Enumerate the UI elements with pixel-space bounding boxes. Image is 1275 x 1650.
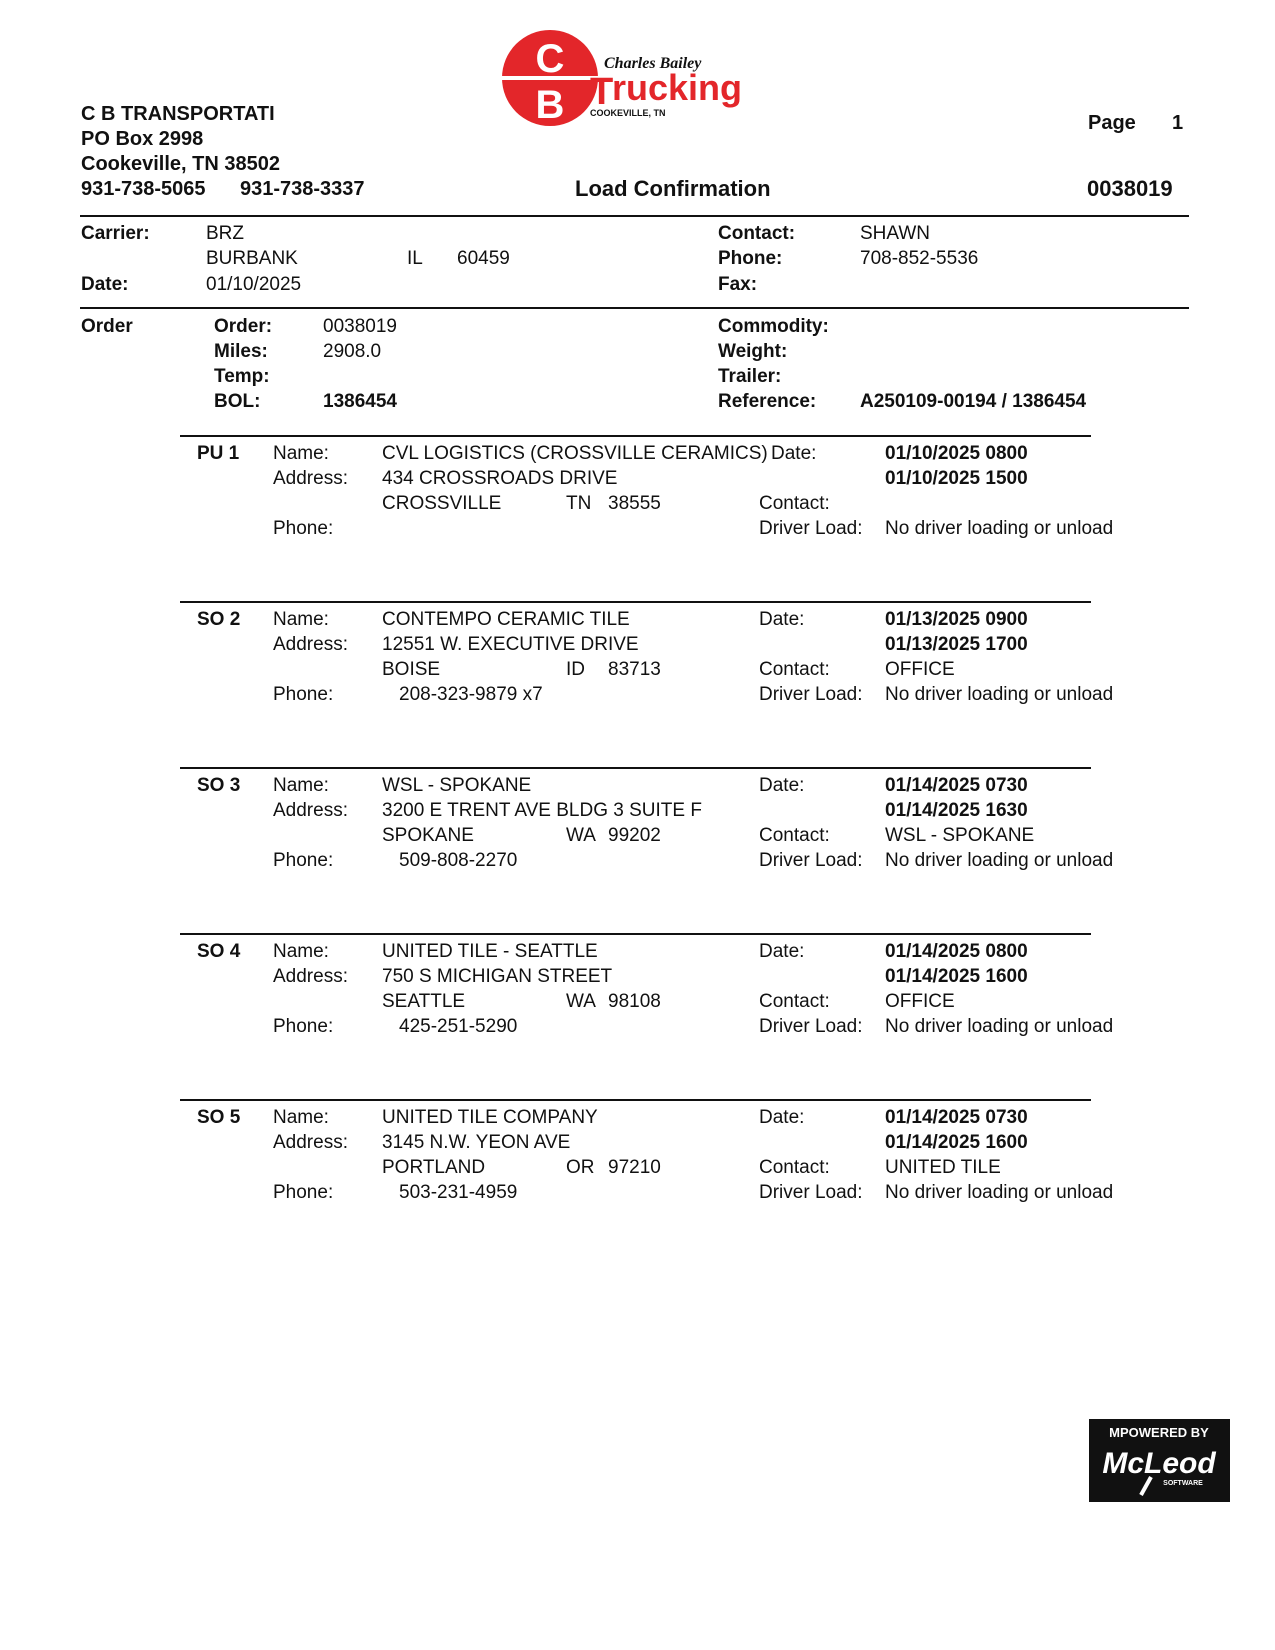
stop-contact-label: Contact: xyxy=(759,991,830,1012)
stop-city: SPOKANE xyxy=(382,825,474,846)
stop-phone-label: Phone: xyxy=(273,1016,334,1037)
stop-code: SO 5 xyxy=(197,1107,241,1128)
stop-date-from: 01/14/2025 0730 xyxy=(885,775,1028,796)
stop-state: OR xyxy=(566,1157,595,1178)
stop-date-label: Date: xyxy=(771,443,817,464)
stop-name-label: Name: xyxy=(273,941,329,962)
logo-location: COOKEVILLE, TN xyxy=(590,108,666,118)
stop-date-to: 01/14/2025 1600 xyxy=(885,1132,1028,1153)
stop-block xyxy=(0,933,1275,1103)
stop-address: 3200 E TRENT AVE BLDG 3 SUITE F xyxy=(382,800,702,821)
carrier-zip: 60459 xyxy=(457,248,510,269)
stop-phone-label: Phone: xyxy=(273,1182,334,1203)
reference-value: A250109-00194 / 1386454 xyxy=(860,391,1087,412)
carrier-fax-label: Fax: xyxy=(718,274,758,295)
company-address2: Cookeville, TN 38502 xyxy=(81,153,280,175)
stop-address-label: Address: xyxy=(273,966,348,987)
powered-by-text: MPOWERED BY xyxy=(1109,1425,1209,1440)
stop-phone-label: Phone: xyxy=(273,684,334,705)
stop-contact: OFFICE xyxy=(885,991,955,1012)
company-address1: PO Box 2998 xyxy=(81,128,204,150)
stop-block xyxy=(0,435,1275,605)
miles-label: Miles: xyxy=(214,341,268,362)
order-section-label: Order xyxy=(81,316,133,337)
stop-address-label: Address: xyxy=(273,800,348,821)
stop-name-label: Name: xyxy=(273,609,329,630)
page-label: Page xyxy=(1088,112,1136,134)
bol-value: 1386454 xyxy=(323,391,397,412)
stop-date-label: Date: xyxy=(759,609,805,630)
company-phone1: 931-738-5065 xyxy=(81,178,206,200)
stop-phone-label: Phone: xyxy=(273,518,334,539)
stop-date-label: Date: xyxy=(759,1107,805,1128)
stop-driver-load-label: Driver Load: xyxy=(759,684,863,705)
stop-state: WA xyxy=(566,991,596,1012)
stop-driver-load-label: Driver Load: xyxy=(759,850,863,871)
stop-phone: 425-251-5290 xyxy=(399,1016,518,1037)
bol-label: BOL: xyxy=(214,391,261,412)
stop-code: PU 1 xyxy=(197,443,240,464)
stop-address-label: Address: xyxy=(273,1132,348,1153)
stop-date-to: 01/14/2025 1600 xyxy=(885,966,1028,987)
logo-brand-letter: T xyxy=(590,71,614,113)
stop-contact-label: Contact: xyxy=(759,493,830,514)
carrier-date-label: Date: xyxy=(81,274,129,295)
stop-divider xyxy=(180,1099,1091,1101)
miles-value: 2908.0 xyxy=(323,341,382,362)
stop-city: BOISE xyxy=(382,659,441,680)
stop-name: CONTEMPO CERAMIC TILE xyxy=(382,609,630,630)
reference-label: Reference: xyxy=(718,391,817,412)
stop-contact-label: Contact: xyxy=(759,1157,830,1178)
carrier-phone-label: Phone: xyxy=(718,248,783,269)
stop-block xyxy=(0,767,1275,937)
carrier-divider xyxy=(80,307,1189,309)
stop-name-label: Name: xyxy=(273,775,329,796)
stop-address-label: Address: xyxy=(273,634,348,655)
mcleod-logo xyxy=(1089,1419,1230,1502)
stop-address: 434 CROSSROADS DRIVE xyxy=(382,468,618,489)
stop-address: 3145 N.W. YEON AVE xyxy=(382,1132,571,1153)
stop-address: 750 S MICHIGAN STREET xyxy=(382,966,613,987)
stop-divider xyxy=(180,435,1091,437)
stop-state: ID xyxy=(566,659,585,680)
stop-divider xyxy=(180,767,1091,769)
stop-city: PORTLAND xyxy=(382,1157,486,1178)
weight-label: Weight: xyxy=(718,341,788,362)
carrier-contact-label: Contact: xyxy=(718,223,796,244)
mcleod-brand: McLeod xyxy=(1102,1447,1216,1480)
stop-phone: 208-323-9879 x7 xyxy=(399,684,543,705)
stop-date-to: 01/13/2025 1700 xyxy=(885,634,1028,655)
trailer-label: Trailer: xyxy=(718,366,782,387)
stop-city: SEATTLE xyxy=(382,991,466,1012)
stop-date-label: Date: xyxy=(759,775,805,796)
stop-driver-load: No driver loading or unload xyxy=(885,850,1114,871)
carrier-name: BRZ xyxy=(206,223,244,244)
stop-name-label: Name: xyxy=(273,443,329,464)
stop-name: WSL - SPOKANE xyxy=(382,775,532,796)
stop-date-to: 01/10/2025 1500 xyxy=(885,468,1028,489)
stop-divider xyxy=(180,933,1091,935)
stop-name-label: Name: xyxy=(273,1107,329,1128)
commodity-label: Commodity: xyxy=(718,316,829,337)
stop-driver-load-label: Driver Load: xyxy=(759,518,863,539)
stop-block xyxy=(0,601,1275,771)
stop-contact-label: Contact: xyxy=(759,659,830,680)
stop-phone: 509-808-2270 xyxy=(399,850,518,871)
stop-driver-load: No driver loading or unload xyxy=(885,518,1114,539)
stop-driver-load: No driver loading or unload xyxy=(885,1182,1114,1203)
carrier-city: BURBANK xyxy=(206,248,298,269)
stop-contact: OFFICE xyxy=(885,659,955,680)
stop-block xyxy=(0,1099,1275,1269)
stop-date-from: 01/10/2025 0800 xyxy=(885,443,1028,464)
order-label: Order: xyxy=(214,316,273,337)
stop-date-to: 01/14/2025 1630 xyxy=(885,800,1028,821)
stop-address: 12551 W. EXECUTIVE DRIVE xyxy=(382,634,639,655)
stop-zip: 38555 xyxy=(608,493,661,514)
stop-phone: 503-231-4959 xyxy=(399,1182,518,1203)
logo-script-text: Charles Bailey xyxy=(604,55,702,72)
company-name: C B TRANSPORTATI xyxy=(81,103,275,125)
stop-code: SO 2 xyxy=(197,609,241,630)
stop-date-from: 01/14/2025 0730 xyxy=(885,1107,1028,1128)
stop-name: UNITED TILE COMPANY xyxy=(382,1107,598,1128)
carrier-phone: 708-852-5536 xyxy=(860,248,979,269)
stop-zip: 99202 xyxy=(608,825,661,846)
stop-date-label: Date: xyxy=(759,941,805,962)
stop-phone-label: Phone: xyxy=(273,850,334,871)
temp-label: Temp: xyxy=(214,366,270,387)
stop-contact-label: Contact: xyxy=(759,825,830,846)
stop-state: TN xyxy=(566,493,592,514)
company-phone2: 931-738-3337 xyxy=(240,178,365,200)
logo-letter-c: C xyxy=(535,37,565,81)
document-number: 0038019 xyxy=(1087,176,1173,201)
logo-letter-b: B xyxy=(535,83,565,127)
stop-code: SO 4 xyxy=(197,941,241,962)
order-number: 0038019 xyxy=(323,316,397,337)
stop-contact: WSL - SPOKANE xyxy=(885,825,1035,846)
stop-name: CVL LOGISTICS (CROSSVILLE CERAMICS) xyxy=(382,443,768,464)
stop-date-from: 01/14/2025 0800 xyxy=(885,941,1028,962)
stop-driver-load: No driver loading or unload xyxy=(885,1016,1114,1037)
page-number: 1 xyxy=(1172,112,1184,134)
stop-driver-load: No driver loading or unload xyxy=(885,684,1114,705)
carrier-label: Carrier: xyxy=(81,223,150,244)
company-logo xyxy=(500,28,780,128)
carrier-state: IL xyxy=(407,248,423,269)
stop-driver-load-label: Driver Load: xyxy=(759,1182,863,1203)
stop-date-from: 01/13/2025 0900 xyxy=(885,609,1028,630)
carrier-date: 01/10/2025 xyxy=(206,274,302,295)
stop-code: SO 3 xyxy=(197,775,241,796)
header-divider xyxy=(80,215,1189,217)
logo-brand-text: rucking xyxy=(612,67,743,108)
carrier-contact: SHAWN xyxy=(860,223,931,244)
stop-address-label: Address: xyxy=(273,468,348,489)
stop-zip: 83713 xyxy=(608,659,661,680)
mcleod-software: SOFTWARE xyxy=(1163,1480,1203,1487)
stop-city: CROSSVILLE xyxy=(382,493,502,514)
document-title: Load Confirmation xyxy=(575,176,771,201)
stop-state: WA xyxy=(566,825,596,846)
stop-name: UNITED TILE - SEATTLE xyxy=(382,941,598,962)
stop-contact: UNITED TILE xyxy=(885,1157,1001,1178)
stop-zip: 97210 xyxy=(608,1157,661,1178)
stop-driver-load-label: Driver Load: xyxy=(759,1016,863,1037)
stop-zip: 98108 xyxy=(608,991,661,1012)
stop-divider xyxy=(180,601,1091,603)
